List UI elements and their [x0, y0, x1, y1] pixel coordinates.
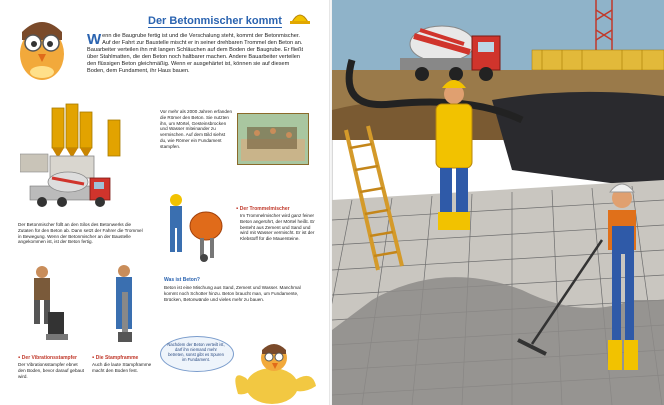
what-is-text: Beton ist eine Mischung aus Sand, Zement und Wasser. Manchmal kommt noch Schotter hinzu. Beton braucht man, um Fundamente, Brücken, Betonwände und vieles mehr zu bauen. [164, 285, 301, 302]
vibration-heading: ▪ Der Vibrationsstampfer [18, 355, 77, 361]
bird-mascot-illustration [232, 338, 318, 404]
right-page [332, 0, 664, 405]
roman-foundation-illustration [237, 113, 309, 165]
drum-mixer-worker-illustration [160, 192, 230, 266]
owl-mascot-illustration [12, 10, 72, 82]
rammer-worker-illustration [104, 262, 144, 348]
rammer-text: Auch die laute Stampframme macht den Boden fest. [92, 362, 152, 373]
intro-body: enn die Baugrube fertig ist und die Verschalung steht, kommt der Betonmischer. Auf der Fahrt zur Baustelle mischt er in seiner drehbaren Trommel den Beton an. Bauarbeiter verteilen ihn mit langen Schläuchen auf dem Boden der Baugrube. Er fließt über Stahlmatten, die den Beton noch haltbarer machen. Andere Bauarbeiter verteilen den flüssigen Beton gleichmäßig. Wenn er ausgehärtet ist, können sie auf diesem Boden, dem Fundament, ihr Haus bauen. [87, 33, 304, 74]
drum-mixer-text: Im Trommelmischer wird ganz feiner Beton angerührt, der Mörtel heißt. Er besteht aus Zement und Sand und wird mit Wasser vermischt. Er ist der Klebstoff für die Mauersteine. [240, 213, 315, 242]
concrete-plant-illustration [20, 100, 130, 218]
rammer-heading: ▪ Die Stampframme [92, 355, 139, 361]
helmet-icon [290, 10, 310, 26]
drum-mixer-heading: ▪ Der Trommelmischer [236, 206, 290, 212]
intro-dropcap: W [87, 31, 102, 48]
plant-text: Der Betonmischer füllt an den Silos des Betonwerks die Zutaten für den Beton ab. Dann setzt der Fahrer die Trommel in Bewegung. Wenn der Betonmischer an der Baustelle angekommen ist, ist der Beton fertig. [18, 222, 143, 245]
construction-site-illustration [332, 0, 664, 405]
roman-text: Vor mehr als 2000 Jahren erfanden die Römer den Beton. Sie nutzten ihn, um Mörtel, Gesteinsbrocken und Wasser miteinander zu vermischen. Auf dem Bild siehst du, wie Römer ein Fundament stampfen. [160, 109, 233, 149]
vibration-text: Der Vibrationsstampfer ebnet den Boden, bevor darauf gebaut wird. [18, 362, 84, 379]
page-title: Der Betonmischer kommt [148, 15, 282, 27]
speech-bubble-text: Nachdem der Beton verteilt ist, darf ihn niemand mehr betreten, sonst gibt es Spuren im Fundament. [167, 342, 225, 362]
intro-text [87, 33, 307, 75]
left-page [0, 0, 330, 405]
what-is-heading: Was ist Beton? [164, 277, 200, 283]
vibration-tamper-worker-illustration [24, 262, 70, 346]
